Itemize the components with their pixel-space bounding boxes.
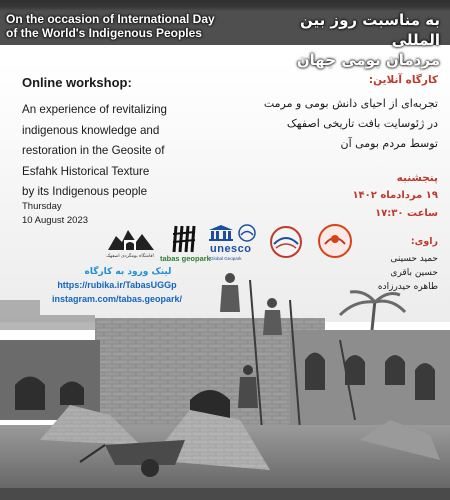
narrator-name: حسین باقری [390,268,438,278]
workshop-link-label: لینک ورود به کارگاه [84,267,172,277]
persian-title-line-2: مردمان بومی جهان [296,51,440,69]
english-description-line: indigenous knowledge and [22,123,160,137]
persian-title [250,10,440,70]
english-description-line: Esfahk Historical Texture [22,164,150,178]
english-day: Thursday [22,201,62,212]
persian-workshop-description [218,94,438,154]
unesco-temple-icon [208,224,234,242]
english-workshop-description [22,100,212,203]
tabas-geopark-icon [170,222,198,254]
english-description-line: An experience of revitalizing [22,103,168,116]
unesco-subtitle: Global Geopark [210,256,242,261]
persian-narrators-list [378,252,438,294]
persian-time: ساعت ۱۷:۳۰ [375,208,438,219]
english-date-block [22,200,88,228]
english-workshop-heading: Online workshop: [22,75,132,90]
persian-description-line: تجربه‌ای از احیای دانش بومی و مرمت [263,97,438,110]
rubika-link[interactable]: https://rubika.ir/TabasUGGp [57,280,177,290]
global-geopark-icon [238,224,256,242]
asia-pacific-geoparks-logo [316,222,354,260]
narrator-name: حمید حسینی [390,254,438,264]
tabas-geopark-label: tabas geopark [160,254,211,263]
ecolodge-caption: اقامتگاه بومگردی اصفهک [106,254,154,259]
english-description-line: restoration in the Geosite of [22,144,165,158]
instagram-link[interactable]: instagram.com/tabas.geopark/ [51,294,183,304]
global-geoparks-network-logo [268,224,304,260]
persian-day: پنجشنبه [396,172,438,184]
persian-date: ۱۹ مرداد‌ماه ۱۴۰۲ [352,190,438,201]
narrator-name: طاهره حیدرزاده [377,282,438,292]
english-date: 10 August 2023 [22,215,89,226]
unesco-label: unesco [210,243,252,255]
persian-title-line-1: به مناسبت روز بین المللی [299,11,440,49]
persian-narrators-label: راوی: [410,236,438,247]
ecolodge-logo [106,222,156,252]
english-title-line-2: of the World's Indigenous Peoples [6,26,202,40]
english-title [6,12,226,40]
english-description-line: by its Indigenous people [22,185,148,199]
persian-description-line: در ژئوسایت بافت تاریخی اصفهک [286,117,438,130]
english-title-line-1: On the occasion of International Day [6,12,215,26]
persian-description-line: توسط مردم بومی آن [340,137,438,150]
persian-workshop-heading: کارگاه آنلاین: [368,74,438,86]
